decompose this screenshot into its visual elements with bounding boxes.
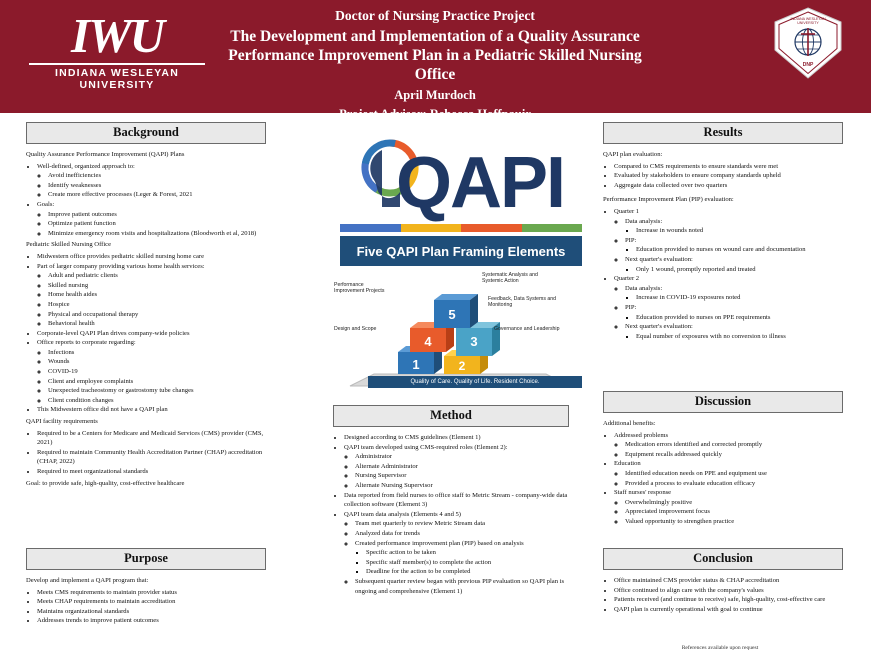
list-item: ◦ Home health aides (48, 290, 274, 300)
list-item: ◦ Client and employee complaints (48, 377, 274, 387)
list-item-text: Addressed problems (614, 431, 669, 439)
list-item (625, 217, 851, 236)
list-item (625, 284, 851, 303)
list-item (625, 303, 851, 322)
list-item (614, 459, 851, 488)
list-item (37, 262, 274, 329)
label-feedback-data-systems: Feedback, Data Systems and Monitoring (488, 296, 557, 309)
list-item: ◦ Analyzed data for trends (355, 529, 577, 539)
list-item: ◦ Client condition changes (48, 396, 274, 406)
svg-text:5: 5 (448, 307, 456, 322)
list-item: ◦ Minimize emergency room visits and hospitalizations (Bloodworth et al, 2018) (48, 229, 274, 239)
list-item: • QAPI plan is currently operational with goal to continue (614, 605, 851, 615)
list-item: ◦ Equipment recalls addressed quickly (625, 450, 851, 460)
list-item-text: Next quarter's evaluation: (625, 323, 693, 331)
list-item (614, 431, 851, 460)
background-list-3 (26, 429, 274, 477)
label-systematic-analysis: Systematic Analysis and Systemic Action (482, 272, 538, 285)
poster-title-line-1: The Development and Implementation of a Quality Assurance (230, 28, 640, 45)
section-heading-method: Method (333, 405, 569, 427)
background-lead-3: QAPI facility requirements (26, 418, 98, 426)
results-list-2 (603, 207, 851, 341)
color-bar-orange (461, 224, 522, 232)
list-item (344, 510, 577, 596)
list-item (625, 322, 851, 341)
list-item: ◦ Nursing Supervisor (355, 471, 577, 481)
results-list-1 (603, 162, 851, 191)
list-item: ▪ Education provided to nurses on PPE requirements (636, 313, 851, 323)
list-item: • Meets CMS requirements to maintain provider status (37, 588, 274, 598)
list-item-text: Created performance improvement plan (PIP) based on analysis (355, 539, 524, 547)
nested-list (614, 284, 851, 342)
nested-list (37, 171, 274, 200)
list-item: ◦ Infections (48, 348, 274, 358)
list-item: ◦ Team met quarterly to review Metric Stream data (355, 519, 577, 529)
list-item-text: PIP: (625, 236, 637, 244)
poster-header (0, 0, 871, 121)
list-item: ◦ Improve patient outcomes (48, 210, 274, 220)
list-item-text: Quarter 1 (614, 207, 640, 215)
list-item-text: Next quarter's evaluation: (625, 255, 693, 263)
list-item-text: PIP: (625, 303, 637, 311)
section-heading-discussion: Discussion (603, 391, 843, 413)
list-item (614, 274, 851, 341)
list-item: ▪ Increase in wounds noted (636, 226, 851, 236)
background-lead-2: Pediatric Skilled Nursing Office (26, 241, 112, 249)
list-item: ◦ Create more effective processes (Leger & Forest, 2021 (48, 190, 274, 200)
list-item: ◦ Identify weaknesses (48, 181, 274, 191)
list-item: ◦ Unexpected tracheostomy or gastrostomy tube changes (48, 386, 274, 396)
list-item: • Meets CHAP requirements to maintain accreditation (37, 597, 274, 607)
list-item: • Evaluated by stakeholders to ensure company standards upheld (614, 171, 851, 181)
qapi-framework-graphic (330, 120, 590, 390)
background-list-2 (26, 252, 274, 415)
list-item: ▪ Specific action to be taken (366, 548, 577, 558)
iwu-logo-divider (29, 63, 205, 65)
list-item: ◦ Avoid inefficiencies (48, 171, 274, 181)
purpose-lead: Develop and implement a QAPI program that: (26, 577, 149, 584)
list-item: ▪ Increase in COVID-19 exposures noted (636, 293, 851, 303)
dnp-seal-icon (771, 6, 845, 80)
list-item: • Required to maintain Community Health Accreditation Partner (CHAP) accreditation (CHAP, 2022) (37, 448, 274, 467)
project-advisor: Project Advisor: Rebecca Hoffpauir (339, 107, 531, 121)
references-note: References available upon request (681, 645, 759, 651)
iwu-logo-mark: IWU (70, 8, 164, 63)
list-item-text: Office reports to corporate regarding: (37, 339, 136, 347)
nested-list (37, 210, 274, 239)
list-item (625, 255, 851, 274)
nested-list (625, 265, 851, 275)
nested-list (614, 498, 851, 527)
project-type: Doctor of Nursing Practice Project (335, 8, 535, 23)
background-list-1 (26, 162, 274, 239)
list-item (614, 207, 851, 274)
svg-text:4: 4 (424, 334, 432, 349)
poster-title-line-2: Performance Improvement Plan in a Pediatric Skilled Nursing Office (228, 47, 642, 83)
list-item (344, 443, 577, 491)
list-item-text: Well-defined, organized approach to: (37, 162, 135, 170)
list-item: ▪ Equal number of exposures with no conversion to illness (636, 332, 851, 342)
list-item: ◦ Identified education needs on PPE and equipment use (625, 469, 851, 479)
nested-list (37, 348, 274, 406)
section-heading-purpose: Purpose (26, 548, 266, 570)
nested-list (614, 469, 851, 488)
qapi-wordmark (330, 132, 590, 237)
background-lead-1: Quality Assurance Performance Improvement (QAPI) Plans (26, 151, 185, 158)
nested-list (625, 293, 851, 303)
list-item-text: Education (614, 460, 641, 468)
qapi-acronym: QAPI (396, 143, 565, 223)
list-item: ◦ Medication errors identified and corrected promptly (625, 440, 851, 450)
list-item-text: Data analysis: (625, 217, 663, 225)
discussion-lead: Additional benefits: (603, 420, 656, 427)
list-item (614, 488, 851, 526)
list-item: ◦ Hospice (48, 300, 274, 310)
list-item (355, 539, 577, 577)
qapi-tagline: Quality of Care. Quality of Life. Resident Choice. (368, 376, 582, 388)
list-item (37, 162, 274, 200)
list-item: ◦ Administrator (355, 452, 577, 462)
list-item: ◦ Adult and pediatric clients (48, 271, 274, 281)
nested-list (614, 440, 851, 459)
list-item-text: Part of larger company providing various home health services: (37, 262, 205, 270)
list-item-text: Quarter 2 (614, 275, 640, 283)
list-item: • Required to be a Centers for Medicare and Medicaid Services (CMS) provider (CMS, 2021) (37, 429, 274, 448)
list-item: • Office maintained CMS provider status & CHAP accreditation (614, 576, 851, 586)
purpose-list (26, 588, 274, 626)
method-list (333, 433, 577, 596)
svg-text:UNIVERSITY: UNIVERSITY (797, 21, 819, 25)
list-item: ◦ Behavioral health (48, 319, 274, 329)
list-item-text: Staff nurses' response (614, 489, 672, 497)
list-item: ◦ Skilled nursing (48, 281, 274, 291)
section-heading-background: Background (26, 122, 266, 144)
nested-list (625, 313, 851, 323)
list-item: • Compared to CMS requirements to ensure standards were met (614, 162, 851, 172)
list-item: ◦ Alternate Nursing Supervisor (355, 481, 577, 491)
list-item (37, 338, 274, 405)
list-item: • Designed according to CMS guidelines (Element 1) (344, 433, 577, 443)
list-item: • Midwestern office provides pediatric skilled nursing home care (37, 252, 274, 262)
list-item: ◦ Subsequent quarter review began with previous PIP evaluation so QAPI plan is ongoing and comprehensive (Element 1) (355, 577, 577, 596)
purpose-content (26, 576, 274, 628)
results-content (603, 150, 851, 343)
svg-text:INDIANA WESLEYAN: INDIANA WESLEYAN (790, 17, 826, 21)
nested-list (625, 245, 851, 255)
nested-list (614, 217, 851, 275)
list-item (37, 200, 274, 238)
list-item-text: Goals: (37, 200, 55, 208)
list-item: ◦ Optimize patient function (48, 219, 274, 229)
conclusion-content (603, 576, 851, 616)
nested-list (625, 332, 851, 342)
list-item (625, 236, 851, 255)
list-item: ▪ Specific staff member(s) to complete the action (366, 558, 577, 568)
background-content (26, 150, 274, 490)
list-item: • Maintains organizational standards (37, 607, 274, 617)
qapi-step-pyramid (334, 270, 586, 390)
results-lead-2: Performance Improvement Plan (PIP) evaluation: (603, 196, 734, 204)
list-item: ◦ Appreciated improvement focus (625, 507, 851, 517)
nested-list (355, 548, 577, 577)
list-item: ▪ Deadline for the action to be completed (366, 567, 577, 577)
list-item: ◦ Provided a process to evaluate education efficacy (625, 479, 851, 489)
discussion-content (603, 419, 851, 529)
label-performance-improvement-projects: Performance Improvement Projects (334, 282, 385, 295)
list-item: • Corporate-level QAPI Plan drives company-wide policies (37, 329, 274, 339)
list-item-text: QAPI team data analysis (Elements 4 and 5) (344, 510, 462, 518)
list-item: ◦ Valued opportunity to strengthen practice (625, 517, 851, 527)
list-item: • Required to meet organizational standards (37, 467, 274, 477)
nested-list (344, 452, 577, 490)
list-item: ◦ Wounds (48, 357, 274, 367)
label-design-and-scope: Design and Scope (334, 326, 377, 332)
color-bar-row (340, 224, 582, 232)
svg-text:3: 3 (470, 334, 478, 349)
section-heading-results: Results (603, 122, 843, 144)
svg-text:1: 1 (412, 357, 420, 372)
iwu-logo-name: INDIANA WESLEYAN UNIVERSITY (54, 67, 179, 91)
color-bar-green (522, 224, 583, 232)
color-bar-blue (340, 224, 401, 232)
list-item: ◦ Physical and occupational therapy (48, 310, 274, 320)
list-item: • Addresses trends to improve patient outcomes (37, 616, 274, 626)
poster-title-block (215, 8, 655, 122)
background-lead-4: Goal: to provide safe, high-quality, cost-effective healthcare (26, 479, 185, 487)
list-item: • This Midwestern office did not have a QAPI plan (37, 405, 274, 415)
list-item: • Office continued to align care with the company's values (614, 586, 851, 596)
list-item: • Aggregate data collected over two quarters (614, 181, 851, 191)
svg-text:DNP: DNP (802, 62, 814, 68)
method-content (333, 433, 577, 598)
list-item: ◦ Alternate Administrator (355, 462, 577, 472)
results-lead-1: QAPI plan evaluation: (603, 151, 663, 158)
conclusion-list (603, 576, 851, 614)
nested-list (344, 519, 577, 596)
list-item-text: QAPI team developed using CMS-required roles (Element 2): (344, 443, 508, 451)
author-name: April Murdoch (394, 88, 476, 102)
framing-elements-banner: Five QAPI Plan Framing Elements (340, 236, 582, 266)
list-item-text: Data analysis: (625, 284, 663, 292)
list-item: ◦ COVID-19 (48, 367, 274, 377)
list-item: ▪ Only 1 wound, promptly reported and treated (636, 265, 851, 275)
list-item: • Data reported from field nurses to office staff to Metric Stream - company-wide data collection software (Element 3) (344, 491, 577, 510)
list-item: ▪ Education provided to nurses on wound care and documentation (636, 245, 851, 255)
nested-list (625, 226, 851, 236)
svg-text:2: 2 (458, 359, 466, 373)
discussion-list (603, 431, 851, 527)
list-item: • Patients received (and continue to receive) safe, high-quality, cost-effective care (614, 595, 851, 605)
nested-list (37, 271, 274, 329)
iwu-logo (22, 10, 212, 95)
list-item: ◦ Overwhelmingly positive (625, 498, 851, 508)
label-governance-and-leadership: Governance and Leadership (494, 326, 560, 332)
color-bar-yellow (401, 224, 462, 232)
section-heading-conclusion: Conclusion (603, 548, 843, 570)
